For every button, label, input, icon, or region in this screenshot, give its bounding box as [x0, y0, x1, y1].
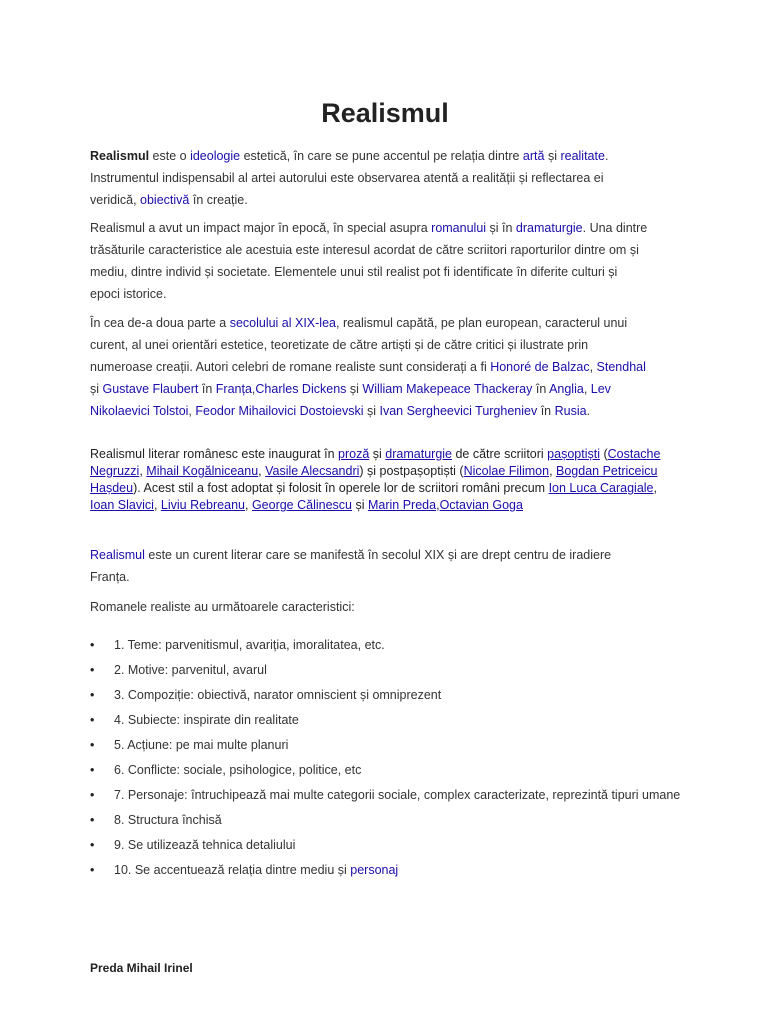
link-personaj[interactable]: personaj — [350, 863, 399, 877]
link-kogalniceanu[interactable]: Mihail Kogălniceanu — [146, 464, 259, 478]
link-calinescu[interactable]: George Călinescu — [251, 498, 352, 512]
text: în — [532, 382, 550, 396]
link-dickens[interactable]: Charles Dickens — [255, 382, 347, 396]
list-item-text: 4. Subiecte: inspirate din realitate — [114, 713, 299, 727]
text: , realismul capătă, pe plan european, caracterul unui curent, al unei orientări estetice, teoretizate de către artiști și de către critici și ilustrate prin numeroase creații. Autori celebri de romane realiste sunt considerați a fi — [90, 316, 628, 374]
list-item-text: 3. Compoziție: obiectivă, narator omniscient și omniprezent — [114, 688, 442, 702]
link-hasdeu[interactable]: Bogdan Petriceicu Hașdeu — [90, 464, 658, 495]
link-proza[interactable]: proză — [338, 447, 370, 461]
link-dramaturgie[interactable]: dramaturgie — [515, 221, 583, 235]
text: , — [436, 498, 440, 512]
text: , — [583, 382, 591, 396]
text: , — [188, 404, 196, 418]
link-filimon[interactable]: Nicolae Filimon — [463, 464, 550, 478]
text: ). Acest stil a fost adoptat și folosit în operele lor de scriitori români precum — [133, 481, 549, 495]
link-obiectiva[interactable]: obiectivă — [140, 193, 190, 207]
link-goga[interactable]: Octavian Goga — [439, 498, 523, 512]
paragraph-impact — [90, 217, 650, 305]
text: , — [139, 464, 147, 478]
list-item-text: 2. Motive: parvenitul, avarul — [114, 663, 267, 677]
text: de către scriitori — [452, 447, 548, 461]
list-item — [90, 709, 690, 731]
link-realitate[interactable]: realitate — [560, 149, 605, 163]
text: în — [198, 382, 216, 396]
text: , — [653, 481, 657, 495]
link-stendhal[interactable]: Stendhal — [596, 360, 646, 374]
link-dramaturgie-2[interactable]: dramaturgie — [385, 447, 452, 461]
text: , — [549, 464, 557, 478]
text: , — [153, 498, 161, 512]
text: și — [363, 404, 380, 418]
link-slavici[interactable]: Ioan Slavici — [90, 498, 154, 512]
paragraph-intro-list: Romanele realiste au următoarele caracteristici: — [90, 600, 355, 614]
text: , — [589, 360, 597, 374]
link-secolul-xix[interactable]: secolului al XIX-lea — [229, 316, 336, 330]
link-flaubert[interactable]: Gustave Flaubert — [102, 382, 199, 396]
paragraph-european — [90, 312, 650, 422]
link-romanului[interactable]: romanului — [431, 221, 487, 235]
text: ) și postpașoptiști ( — [359, 464, 464, 478]
bullet-icon: • — [90, 763, 95, 777]
text: ( — [599, 447, 608, 461]
link-caragiale[interactable]: Ion Luca Caragiale — [548, 481, 654, 495]
bullet-icon: • — [90, 713, 95, 727]
text: . Una dintre trăsăturile caracteristice ale acestuia este interesul acordat de către scriitori raporturilor dintre om și mediu, dintre individ și societate. Elementele unui stil realist pot fi identificate în diferite culturi și epoci istorice. — [90, 221, 648, 301]
text: și — [352, 498, 368, 512]
link-thackeray[interactable]: William Makepeace Thackeray — [362, 382, 533, 396]
link-tolstoi[interactable]: Lev Nikolaevici Tolstoi — [90, 382, 611, 418]
text: , — [244, 498, 252, 512]
link-anglia[interactable]: Anglia — [549, 382, 584, 396]
list-item-text: 8. Structura închisă — [114, 813, 222, 827]
link-rebreanu[interactable]: Liviu Rebreanu — [160, 498, 245, 512]
text: și în — [486, 221, 516, 235]
text: . — [586, 404, 591, 418]
author-name: Preda Mihail Irinel — [90, 961, 193, 975]
bullet-icon: • — [90, 738, 95, 752]
text: și — [544, 149, 561, 163]
link-ideologie[interactable]: ideologie — [190, 149, 241, 163]
bullet-icon: • — [90, 788, 95, 802]
text: estetică, în care se pune accentul pe relația dintre — [240, 149, 523, 163]
list-item-text: 7. Personaje: întruchipează mai multe categorii sociale, complex caracterizate, reprezintă tipuri umane — [114, 788, 681, 802]
list-item-text: 1. Teme: parvenitismul, avariția, imoralitatea, etc. — [114, 638, 385, 652]
list-item-text: 9. Se utilizează tehnica detaliului — [114, 838, 296, 852]
characteristics-list — [90, 634, 690, 884]
link-turgheniev[interactable]: Ivan Sergheevici Turgheniev — [379, 404, 538, 418]
page-title: Realismul — [321, 98, 449, 128]
text: Realismul literar românesc este inaugurat în — [90, 447, 339, 461]
list-item — [90, 784, 690, 806]
link-rusia[interactable]: Rusia — [554, 404, 587, 418]
bullet-icon: • — [90, 663, 95, 677]
list-item — [90, 859, 690, 881]
link-realismul[interactable]: Realismul — [90, 548, 145, 562]
link-arta[interactable]: artă — [522, 149, 545, 163]
text: În cea de-a doua parte a — [90, 316, 230, 330]
list-item — [90, 734, 690, 756]
paragraph-romanian-realism — [90, 446, 680, 514]
link-alecsandri[interactable]: Vasile Alecsandri — [265, 464, 360, 478]
text: în creație. — [189, 193, 248, 207]
bullet-icon: • — [90, 863, 95, 877]
list-item — [90, 659, 690, 681]
text: este un curent literar care se manifestă în secolul XIX și are drept centru de iradiere Franța. — [90, 548, 612, 584]
list-item — [90, 759, 690, 781]
text: , — [251, 382, 256, 396]
list-item — [90, 684, 690, 706]
link-marin-preda[interactable]: Marin Preda — [367, 498, 437, 512]
text: în — [537, 404, 555, 418]
list-item-text: 6. Conflicte: sociale, psihologice, politice, etc — [114, 763, 362, 777]
list-item-text: 10. Se accentuează relația dintre mediu și — [114, 863, 351, 877]
text: și — [369, 447, 386, 461]
list-item — [90, 634, 690, 656]
bullet-icon: • — [90, 638, 95, 652]
list-item — [90, 809, 690, 831]
list-item-text: 5. Acțiune: pe mai multe planuri — [114, 738, 289, 752]
bullet-icon: • — [90, 838, 95, 852]
bullet-icon: • — [90, 688, 95, 702]
text: este o — [149, 149, 191, 163]
paragraph-definition — [90, 145, 650, 211]
text: și — [90, 382, 103, 396]
link-pasoptisti[interactable]: pașoptiști — [547, 447, 600, 461]
bold-term: Realismul — [90, 149, 150, 163]
link-negruzzi[interactable]: Costache Negruzzi — [90, 447, 661, 478]
text: Realismul a avut un impact major în epocă, în special asupra — [90, 221, 432, 235]
list-item — [90, 834, 690, 856]
text: , — [258, 464, 266, 478]
link-balzac[interactable]: Honoré de Balzac — [490, 360, 590, 374]
text: și — [346, 382, 363, 396]
text: . Instrumentul indispensabil al artei autorului este observarea atentă a realității și reflectarea ei veridică, — [90, 149, 609, 207]
paragraph-curent — [90, 544, 650, 588]
link-dostoievski[interactable]: Feodor Mihailovici Dostoievski — [195, 404, 364, 418]
link-franta[interactable]: Franța — [215, 382, 252, 396]
bullet-icon: • — [90, 813, 95, 827]
